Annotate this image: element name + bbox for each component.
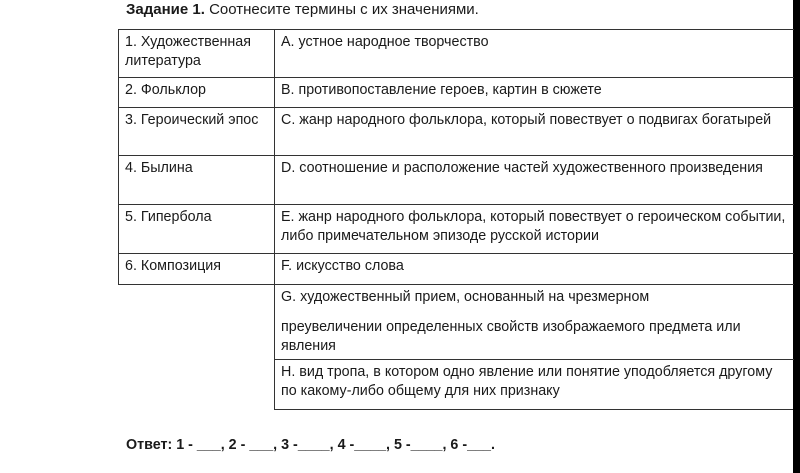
definition-text: C. жанр народного фольклора, который повествует о подвигах богатырей (281, 112, 772, 128)
definition-cell (274, 155, 794, 204)
table-column-divider (274, 29, 275, 409)
term-text: 1. Художественная литература (125, 34, 252, 69)
definition-text: F. искусство слова (281, 258, 404, 274)
definition-cell (274, 359, 794, 409)
definition-cell (274, 77, 794, 107)
task-label: Задание 1. (126, 1, 205, 18)
definition-cell (274, 107, 794, 155)
term-cell (118, 107, 274, 155)
definition-text-continued: преувеличении определенных свойств изображаемого предмета или явления (281, 319, 741, 354)
term-text: 3. Героический эпос (125, 112, 259, 128)
table-border-bottom-right (274, 409, 793, 410)
task-heading (126, 1, 479, 19)
definition-text: A. устное народное творчество (281, 34, 489, 50)
table-border-left (118, 29, 119, 284)
term-text: 4. Былина (125, 160, 193, 176)
table-border-bottom-left (118, 284, 274, 285)
task-instruction: Соотнесите термины с их значениями. (209, 1, 479, 18)
term-cell (118, 253, 274, 284)
definition-text: D. соотношение и расположение частей художественного произведения (281, 160, 763, 176)
definition-cell (274, 253, 794, 284)
term-cell (118, 155, 274, 204)
definition-text: G. художественный прием, основанный на чрезмерном (281, 289, 650, 305)
term-cell (118, 204, 274, 253)
answer-line: Ответ: 1 - ___, 2 - ___, 3 -____, 4 -____, 5 -____, 6 -___. (126, 437, 495, 453)
definition-cell (274, 29, 794, 77)
definition-text: E. жанр народного фольклора, который повествует о героическом событии, либо примечательном эпизоде русской истории (281, 209, 786, 244)
term-cell (118, 77, 274, 107)
term-text: 6. Композиция (125, 258, 221, 274)
definition-cell (274, 204, 794, 253)
definition-text: B. противопоставление героев, картин в сюжете (281, 82, 602, 98)
definition-cell (274, 284, 794, 359)
definition-text: H. вид тропа, в котором одно явление или понятие уподобляется другому по какому-либо общему для них признаку (281, 364, 773, 399)
term-text: 5. Гипербола (125, 209, 212, 225)
term-cell (118, 29, 274, 77)
term-text: 2. Фольклор (125, 82, 207, 98)
